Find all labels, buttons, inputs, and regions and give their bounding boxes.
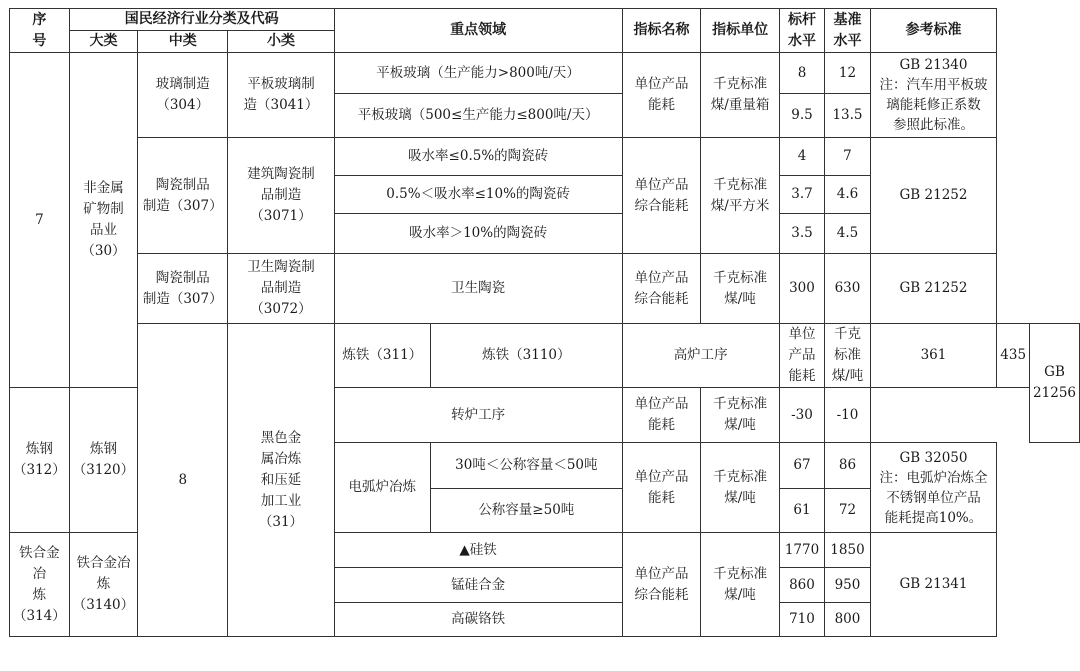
- focus-area-cell: 锰硅合金: [334, 568, 622, 603]
- benchmark-cell: 4: [779, 138, 824, 176]
- indicator-name-cell: 单位产品 综合能耗: [622, 533, 701, 637]
- indicator-name-cell: 单位产品 能耗: [622, 443, 701, 533]
- indicator-unit-cell: 千克标准 煤/吨: [701, 254, 779, 324]
- baseline-cell: 72: [825, 489, 870, 533]
- minor-category-cell: 建筑陶瓷制 品制造 （3071）: [228, 138, 334, 254]
- benchmark-cell: 3.7: [779, 176, 824, 214]
- focus-area-cell: ▲硅铁: [334, 533, 622, 568]
- header-minor: 小类: [228, 31, 334, 53]
- reference-cell: GB 21341: [870, 533, 997, 637]
- middle-category-cell: 铁合金冶 炼（314）: [10, 533, 70, 637]
- indicator-name-cell: 单位产品 综合能耗: [622, 138, 701, 254]
- focus-area-cell: 吸水率≤0.5%的陶瓷砖: [334, 138, 622, 176]
- seq-cell: 7: [10, 53, 70, 388]
- indicator-unit-cell: 千克标准 煤/平方米: [701, 138, 779, 254]
- middle-category-cell: 陶瓷制品 制造（307）: [138, 254, 228, 324]
- benchmark-cell: 300: [779, 254, 824, 324]
- reference-cell: GB 21256: [1030, 324, 1080, 443]
- indicator-unit-cell: 千克标准 煤/吨: [825, 324, 870, 388]
- benchmark-cell: 710: [779, 603, 824, 637]
- benchmark-cell: 9.5: [779, 94, 824, 138]
- eaf-label-cell: 电弧炉冶炼: [334, 443, 430, 533]
- benchmark-cell: 67: [779, 443, 824, 489]
- focus-area-cell: 平板玻璃（生产能力>800吨/天）: [334, 53, 622, 94]
- benchmark-cell: 860: [779, 568, 824, 603]
- baseline-cell: 4.6: [825, 176, 870, 214]
- standards-table-container: [9, 8, 1080, 637]
- reference-cell: GB 21340 注：汽车用平板玻 璃能耗修正系数 参照此标准。: [870, 53, 997, 138]
- focus-area-cell: 吸水率＞10%的陶瓷砖: [334, 214, 622, 254]
- benchmark-cell: 1770: [779, 533, 824, 568]
- benchmark-cell: 361: [870, 324, 997, 388]
- reference-cell: GB 21252: [870, 138, 997, 254]
- indicator-unit-cell: 千克标准 煤/重量箱: [701, 53, 779, 138]
- focus-area-cell: 高碳铬铁: [334, 603, 622, 637]
- header-major: 大类: [69, 31, 137, 53]
- minor-category-cell: 卫生陶瓷制 品制造 （3072）: [228, 254, 334, 324]
- energy-benchmark-table: [9, 8, 1080, 637]
- focus-area-cell: 卫生陶瓷: [334, 254, 622, 324]
- baseline-cell: 4.5: [825, 214, 870, 254]
- middle-category-cell: 陶瓷制品 制造（307）: [138, 138, 228, 254]
- major-category-cell: 黑色金 属冶炼 和压延 加工业 （31）: [228, 324, 334, 637]
- middle-category-cell: 炼铁（311）: [334, 324, 430, 388]
- middle-category-cell: 玻璃制造 （304）: [138, 53, 228, 138]
- indicator-name-cell: 单位产品 能耗: [622, 53, 701, 138]
- baseline-cell: 7: [825, 138, 870, 176]
- benchmark-cell: -30: [779, 388, 824, 443]
- header-row-1: [10, 9, 1080, 31]
- reference-cell: GB 32050 注：电弧炉冶炼全 不锈钢单位产品 能耗提高10%。: [870, 443, 997, 533]
- baseline-cell: 86: [825, 443, 870, 489]
- header-middle: 中类: [138, 31, 228, 53]
- focus-area-cell: 0.5%＜吸水率≤10%的陶瓷砖: [334, 176, 622, 214]
- baseline-cell: 630: [825, 254, 870, 324]
- header-indicator-unit: 指标单位: [701, 9, 779, 53]
- focus-area-cell: 转炉工序: [334, 388, 622, 443]
- header-benchmark: 标杆 水平: [779, 9, 824, 53]
- baseline-cell: 800: [825, 603, 870, 637]
- minor-category-cell: 铁合金冶炼 （3140）: [69, 533, 137, 637]
- baseline-cell: 950: [825, 568, 870, 603]
- benchmark-cell: 3.5: [779, 214, 824, 254]
- focus-area-cell: 30吨＜公称容量＜50吨: [431, 443, 623, 489]
- baseline-cell: -10: [825, 388, 870, 443]
- table-row: [10, 324, 1080, 388]
- table-row: [10, 254, 1080, 324]
- benchmark-cell: 61: [779, 489, 824, 533]
- major-category-cell: 非金属 矿物制 品业 （30）: [69, 53, 137, 388]
- minor-category-cell: 平板玻璃制 造（3041）: [228, 53, 334, 138]
- header-reference: 参考标准: [870, 9, 997, 53]
- baseline-cell: 12: [825, 53, 870, 94]
- header-baseline: 基准 水平: [825, 9, 870, 53]
- table-row: [10, 138, 1080, 176]
- header-indicator-name: 指标名称: [622, 9, 701, 53]
- baseline-cell: 13.5: [825, 94, 870, 138]
- indicator-unit-cell: 千克标准 煤/吨: [701, 443, 779, 533]
- indicator-unit-cell: 千克标准 煤/吨: [701, 533, 779, 637]
- indicator-unit-cell: 千克标准 煤/吨: [701, 388, 779, 443]
- focus-area-cell: 公称容量≥50吨: [431, 489, 623, 533]
- baseline-cell: 435: [997, 324, 1030, 388]
- minor-category-cell: 炼铁（3110）: [431, 324, 623, 388]
- header-industry-group: 国民经济行业分类及代码: [69, 9, 334, 31]
- seq-cell: 8: [138, 324, 228, 637]
- indicator-name-cell: 单位产品 能耗: [779, 324, 824, 388]
- reference-cell: GB 21252: [870, 254, 997, 324]
- middle-category-cell: 炼钢（312）: [10, 388, 70, 533]
- table-row: [10, 53, 1080, 94]
- header-focus-area: 重点领域: [334, 9, 622, 53]
- baseline-cell: 1850: [825, 533, 870, 568]
- indicator-name-cell: 单位产品 综合能耗: [622, 254, 701, 324]
- focus-area-cell: 平板玻璃（500≤生产能力≤800吨/天）: [334, 94, 622, 138]
- indicator-name-cell: 单位产品 能耗: [622, 388, 701, 443]
- benchmark-cell: 8: [779, 53, 824, 94]
- header-seq: 序 号: [10, 9, 70, 53]
- focus-area-cell: 高炉工序: [622, 324, 779, 388]
- minor-category-cell: 炼钢（3120）: [69, 388, 137, 533]
